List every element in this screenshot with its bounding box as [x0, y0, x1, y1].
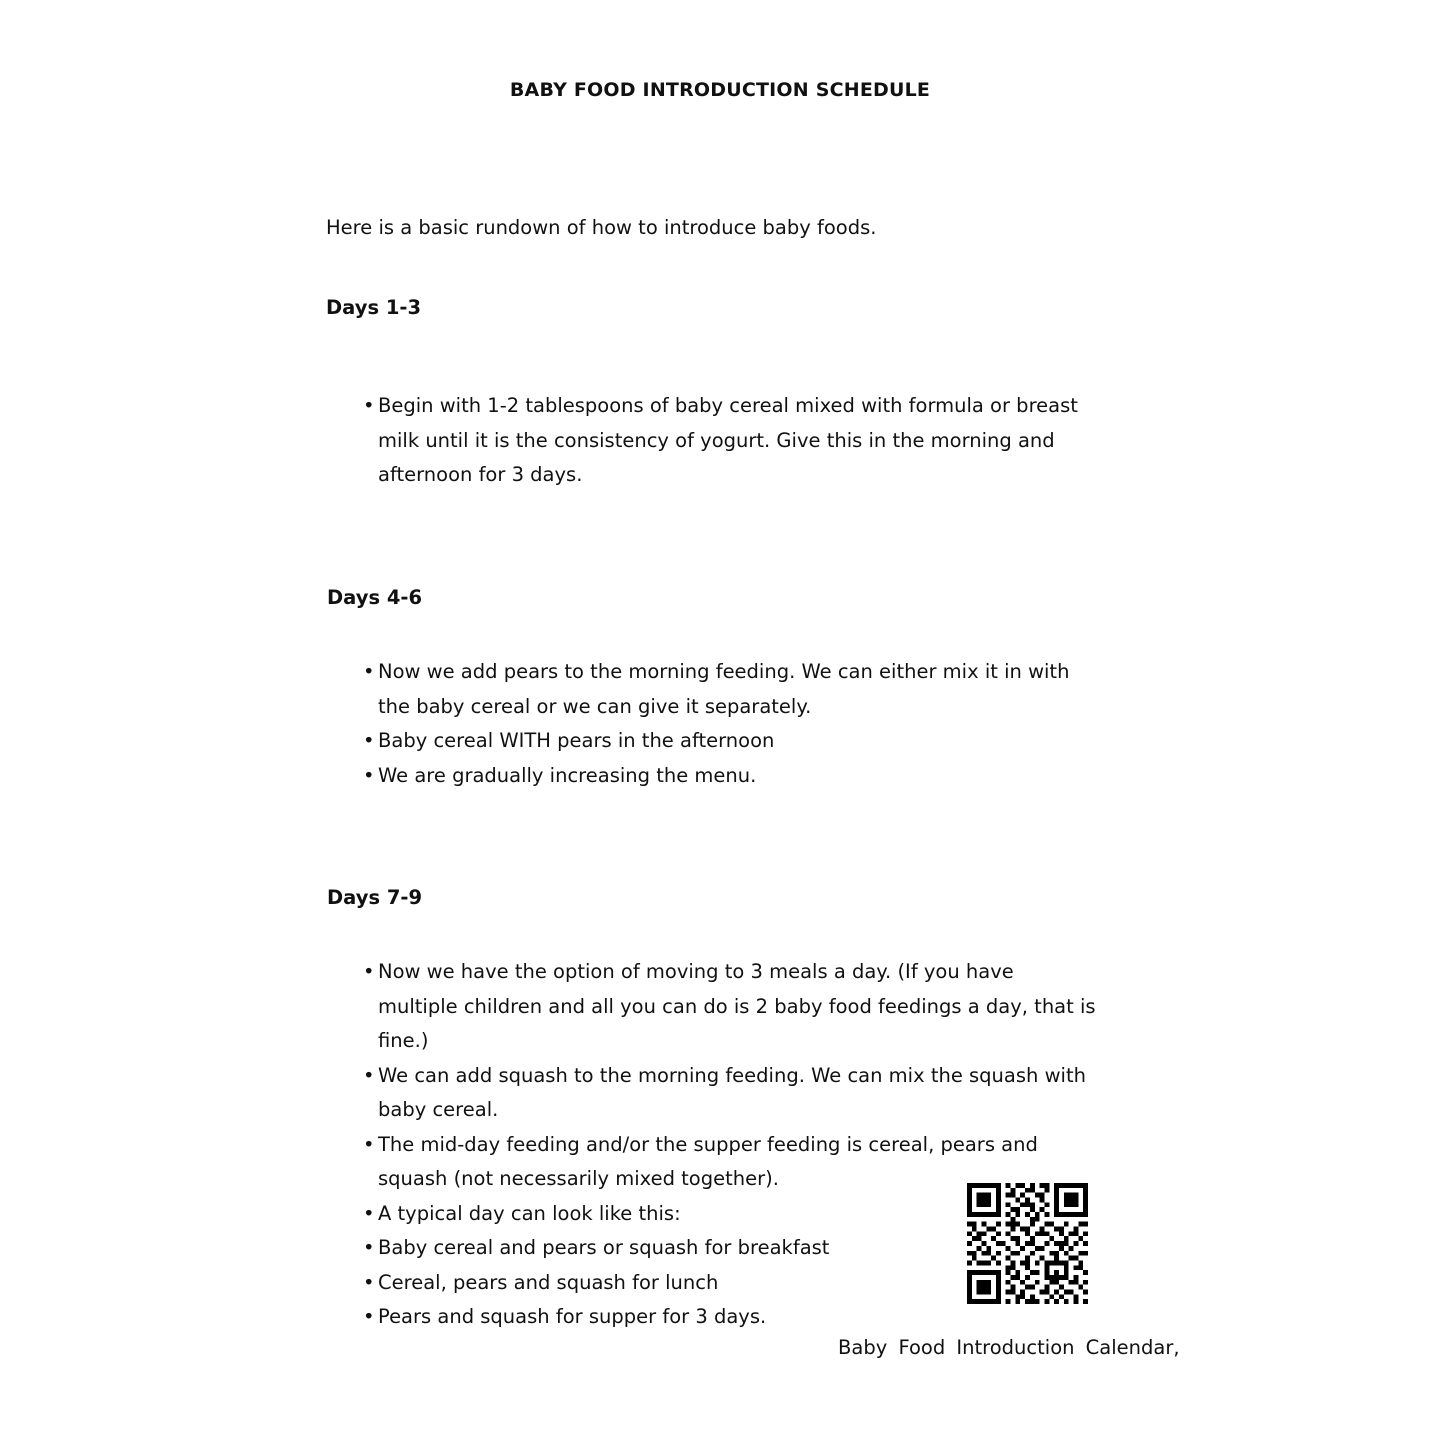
list-item: • The mid-day feeding and/or the supper feeding is cereal, pears and squash (not necessarily mixed together). [378, 1128, 1098, 1197]
list-item: • We are gradually increasing the menu. [378, 759, 1098, 794]
section-list-days-4-6 [378, 655, 1098, 793]
footer-caption: Baby Food Introduction Calendar, [838, 1336, 1180, 1359]
qr-code-icon[interactable] [967, 1183, 1088, 1304]
list-item: • Begin with 1-2 tablespoons of baby cereal mixed with formula or breast milk until it is the consistency of yogurt. Give this in the morning and afternoon for 3 days. [378, 389, 1098, 493]
section-heading-days-4-6: Days 4-6 [327, 586, 423, 609]
intro-text: Here is a basic rundown of how to introduce baby foods. [326, 216, 877, 239]
list-item: • A typical day can look like this: [378, 1197, 1098, 1232]
list-item: • Now we add pears to the morning feeding. We can either mix it in with the baby cereal or we can give it separately. [378, 655, 1098, 724]
page-title: BABY FOOD INTRODUCTION SCHEDULE [509, 79, 931, 101]
list-item: • We can add squash to the morning feeding. We can mix the squash with baby cereal. [378, 1059, 1098, 1128]
section-heading-days-1-3: Days 1-3 [326, 296, 422, 319]
section-list-days-1-3 [378, 389, 1098, 493]
list-item: • Cereal, pears and squash for lunch [378, 1266, 1098, 1301]
list-item: • Pears and squash for supper for 3 days. [378, 1300, 1098, 1335]
list-item: • Now we have the option of moving to 3 meals a day. (If you have multiple children and all you can do is 2 baby food feedings a day, that is fine.) [378, 955, 1098, 1059]
list-item: • Baby cereal and pears or squash for breakfast [378, 1231, 1098, 1266]
list-item: • Baby cereal WITH pears in the afternoon [378, 724, 1098, 759]
section-heading-days-7-9: Days 7-9 [327, 886, 423, 909]
